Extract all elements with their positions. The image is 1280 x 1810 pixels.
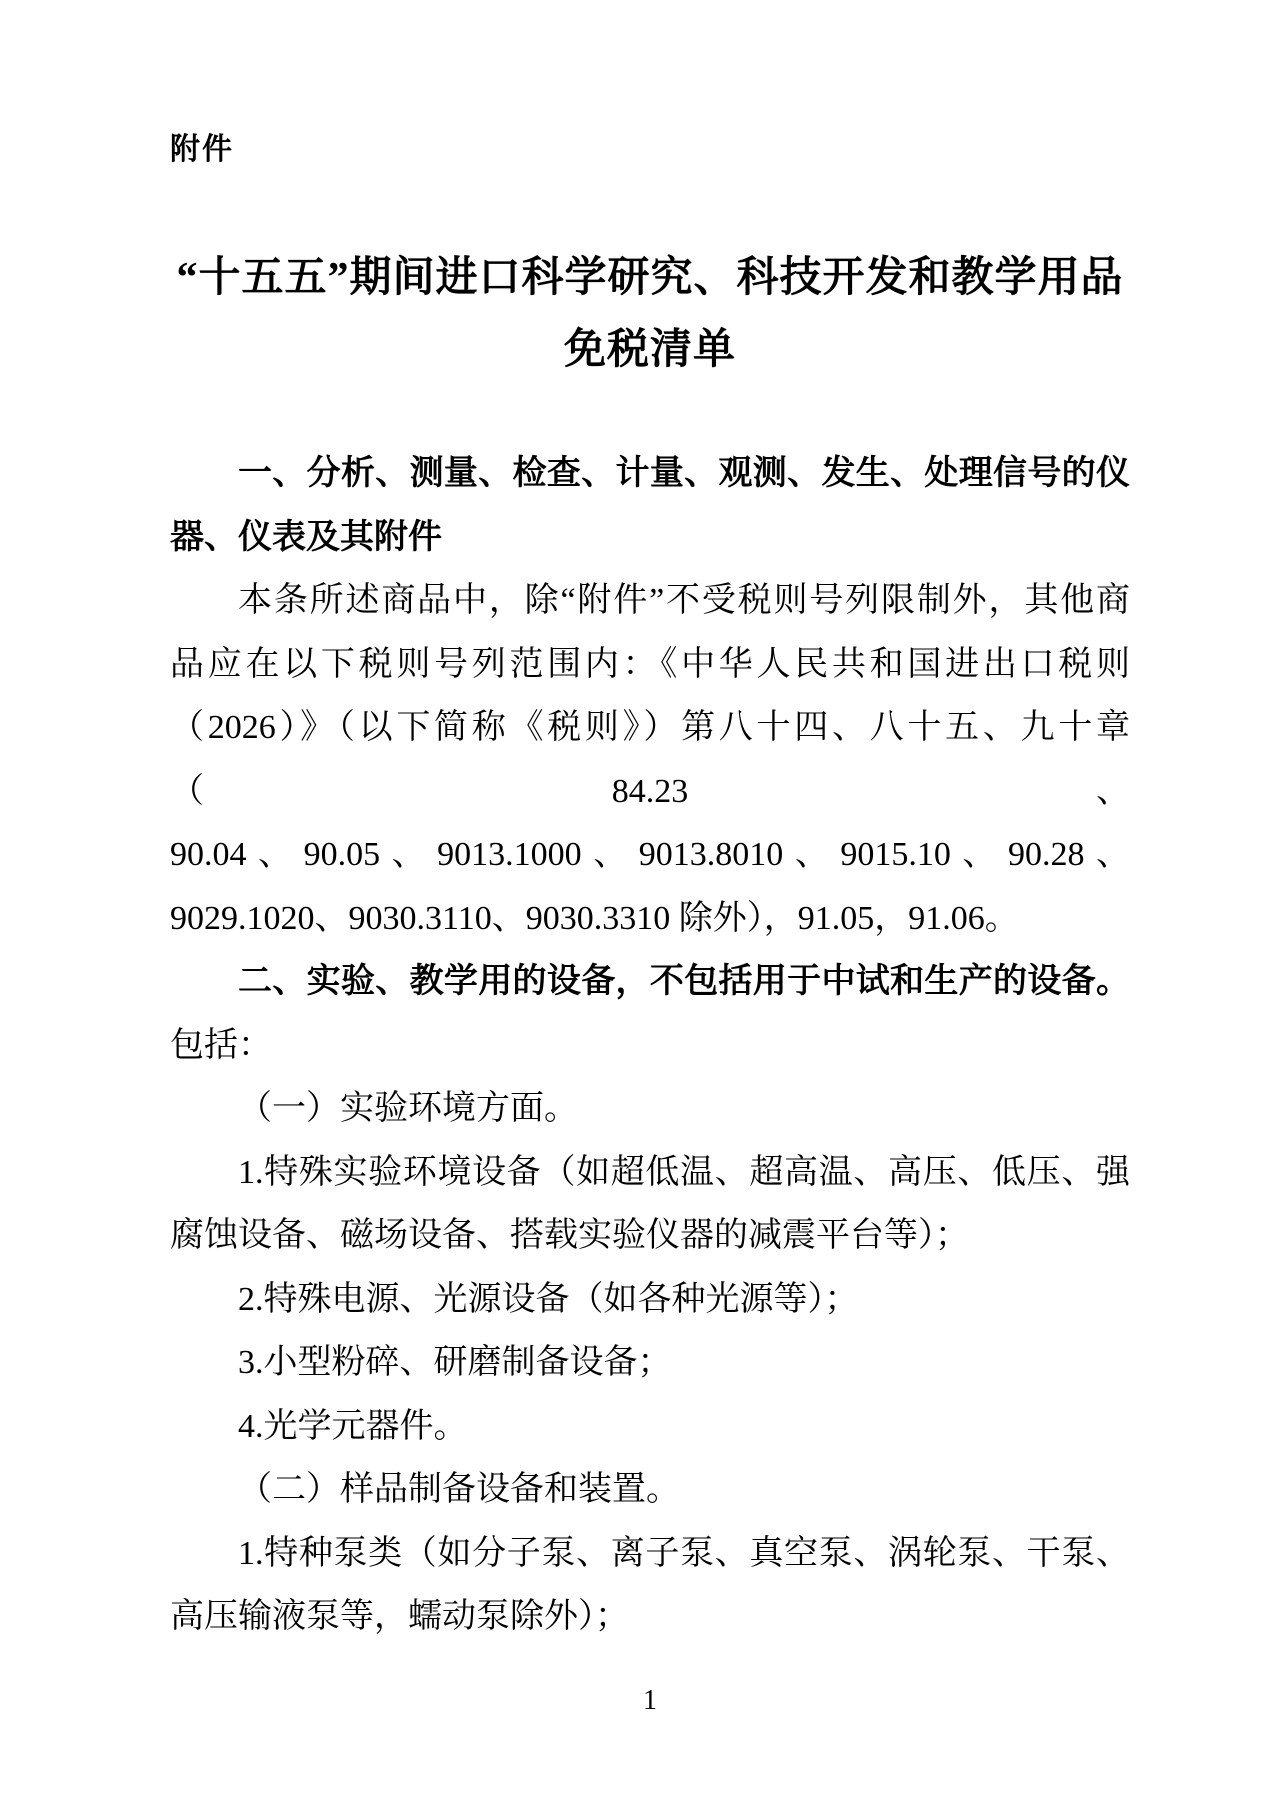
section-1-heading-line: 器、仪表及其附件 <box>170 517 442 556</box>
body-text-line: 包括： <box>170 1026 272 1064</box>
body-text-line: 本条所述商品中，除“附件”不受税则号列限制外，其他商 <box>238 582 1130 619</box>
list-item-line: （一）实验环境方面。 <box>238 1090 578 1127</box>
document-title <box>170 242 1130 386</box>
list-item-line: 3.小型粉碎、研磨制备设备； <box>238 1344 672 1381</box>
body-text-line: （2026）》（以下简称《税则》）第八十四、八十五、九十章（84.23、 <box>170 709 1130 810</box>
document-body <box>170 442 1130 1649</box>
list-item-line: 4.光学元器件。 <box>238 1407 468 1445</box>
body-text-line: 90.04、90.05、9013.1000、9013.8010、9015.10、90.28、 <box>170 836 1130 873</box>
document-title-line-2: 免税清单 <box>563 327 736 373</box>
list-item-line: （二）样品制备设备和装置。 <box>238 1471 680 1508</box>
attachment-label: 附件 <box>170 133 234 166</box>
list-item-line: 腐蚀设备、磁场设备、搭载实验仪器的减震平台等）； <box>170 1217 969 1254</box>
list-item-line: 1.特殊实验环境设备（如超低温、超高温、高压、低压、强 <box>238 1153 1130 1191</box>
document-title-line-1: “十五五”期间进口科学研究、科技开发和教学用品 <box>176 255 1124 301</box>
section-1-heading-line: 一、分析、测量、检查、计量、观测、发生、处理信号的仪 <box>238 454 1130 492</box>
page-number: 1 <box>643 1684 657 1716</box>
list-item-line: 1.特种泵类（如分子泵、离子泵、真空泵、涡轮泵、干泵、 <box>238 1534 1130 1572</box>
list-item-line: 2.特殊电源、光源设备（如各种光源等）； <box>238 1280 859 1318</box>
list-item-line: 高压输液泵等，蠕动泵除外）； <box>170 1598 629 1635</box>
body-text-line: 品应在以下税则号列范围内：《中华人民共和国进出口税则 <box>170 645 1130 683</box>
section-2-heading-line: 二、实验、教学用的设备，不包括用于中试和生产的设备。 <box>238 962 1130 1000</box>
body-text-line: 9029.1020、9030.3110、9030.3310 除外），91.05，91.06。 <box>170 899 1019 937</box>
